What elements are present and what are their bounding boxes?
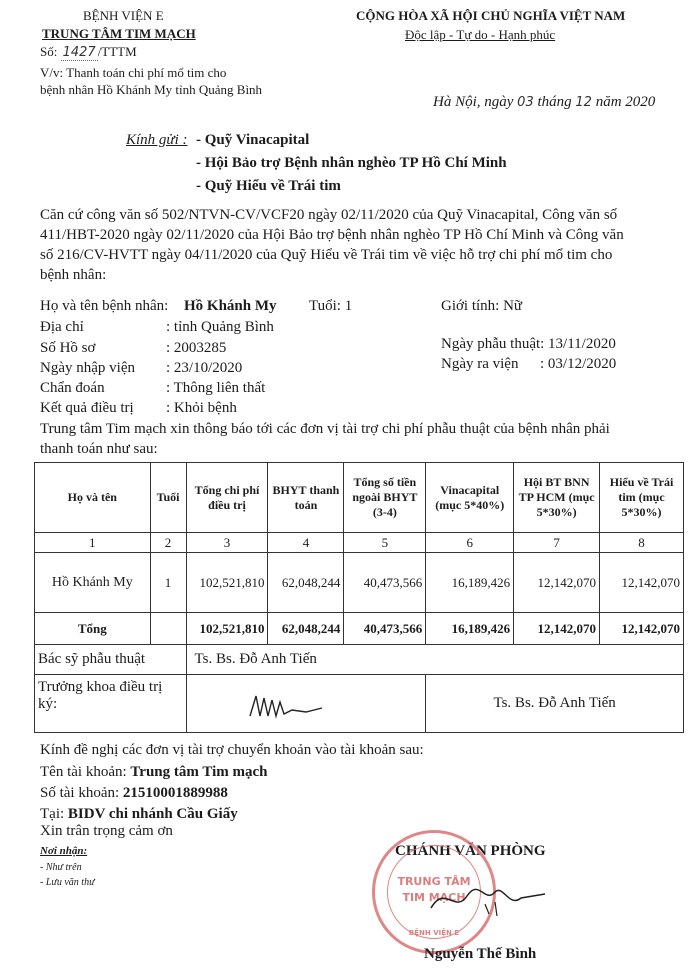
account-number-line bbox=[40, 785, 228, 802]
row-insurance: 62,048,244 bbox=[268, 553, 344, 613]
account-name-line bbox=[40, 764, 268, 781]
total-label: Tổng bbox=[35, 613, 151, 645]
row-hoi-bt: 12,142,070 bbox=[514, 553, 600, 613]
admit-label: Ngày nhập viện bbox=[40, 360, 135, 376]
total-vinacapital: 16,189,426 bbox=[426, 613, 514, 645]
index-cell: 8 bbox=[600, 533, 684, 553]
head-signature bbox=[246, 686, 326, 722]
header-outside-insurance: Tổng số tiền ngoài BHYT (3-4) bbox=[344, 463, 426, 533]
total-row bbox=[35, 613, 684, 645]
bank-line bbox=[40, 806, 238, 823]
patient-age: Tuổi: 1 bbox=[309, 298, 353, 314]
date-day: 03 bbox=[517, 95, 534, 110]
diagnosis-label: Chẩn đoán bbox=[40, 380, 105, 396]
recipient-1: - Quỹ Vinacapital bbox=[196, 132, 310, 148]
account-number-label: Số tài khoản: bbox=[40, 785, 120, 801]
head-signature-cell bbox=[186, 675, 426, 733]
subject-line-1: V/v: Thanh toán chi phí mổ tim cho bbox=[40, 65, 227, 80]
row-age: 1 bbox=[150, 553, 186, 613]
header-age: Tuổi bbox=[150, 463, 186, 533]
index-cell: 5 bbox=[344, 533, 426, 553]
discharge-value: : 03/12/2020 bbox=[540, 356, 617, 372]
row-total-cost: 102,521,810 bbox=[186, 553, 268, 613]
document-date bbox=[433, 94, 655, 111]
date-suffix: năm 2020 bbox=[595, 94, 656, 110]
recipients-label: Kính gửi : bbox=[126, 132, 188, 148]
surgeon-label: Bác sỹ phẫu thuật bbox=[35, 645, 187, 675]
date-mid: tháng bbox=[537, 94, 572, 110]
director-signature bbox=[425, 874, 555, 924]
notice-line-1: Trung tâm Tim mạch xin thông báo tới các đơn vị tài trợ chi phí phẫu thuật của bệnh nhân phải bbox=[40, 421, 610, 437]
subject-line-2: bệnh nhân Hồ Khánh My tỉnh Quảng Bình bbox=[40, 82, 263, 97]
row-vinacapital: 16,189,426 bbox=[426, 553, 514, 613]
intro-line-3: số 216/CV-HVTT ngày 04/11/2020 của Quỹ Hiểu về Trái tim về việc hỗ trợ chi phí mổ tim cho bbox=[40, 247, 613, 263]
total-age bbox=[150, 613, 186, 645]
total-hieu-ve-trai-tim: 12,142,070 bbox=[600, 613, 684, 645]
index-cell: 6 bbox=[426, 533, 514, 553]
result-label: Kết quả điều trị bbox=[40, 400, 134, 416]
document-number bbox=[40, 44, 137, 60]
stamp-text-2: TIM MẠCH bbox=[402, 891, 466, 904]
result-value: : Khỏi bệnh bbox=[166, 400, 237, 416]
diagnosis-value: : Thông liên thất bbox=[166, 380, 266, 396]
address-value: : tỉnh Quảng Bình bbox=[166, 319, 274, 335]
total-insurance: 62,048,244 bbox=[268, 613, 344, 645]
total-outside-insurance: 40,473,566 bbox=[344, 613, 426, 645]
total-hoi-bt: 12,142,070 bbox=[514, 613, 600, 645]
index-cell: 1 bbox=[35, 533, 151, 553]
head-label: Trưởng khoa điều trị ký: bbox=[35, 675, 187, 733]
thanks: Xin trân trọng cảm ơn bbox=[40, 823, 173, 839]
recipient-3: - Quỹ Hiểu về Trái tim bbox=[196, 178, 341, 194]
table-header-row bbox=[35, 463, 684, 533]
surgeon-name: Ts. Bs. Đỗ Anh Tiến bbox=[186, 645, 683, 675]
index-row bbox=[35, 533, 684, 553]
payment-table bbox=[34, 462, 684, 733]
payment-request: Kính đề nghị các đơn vị tài trợ chuyển khoản vào tài khoản sau: bbox=[40, 742, 424, 758]
doc-no-suffix: /TTTM bbox=[97, 44, 137, 59]
header-vinacapital: Vinacapital (mục 5*40%) bbox=[426, 463, 514, 533]
bank-label: Tại: bbox=[40, 806, 65, 822]
signer-name: Nguyễn Thế Bình bbox=[424, 946, 537, 962]
record-label: Số Hồ sơ bbox=[40, 340, 96, 356]
table-row bbox=[35, 553, 684, 613]
row-name: Hồ Khánh My bbox=[35, 553, 151, 613]
signature-title: CHÁNH VĂN PHÒNG bbox=[395, 843, 546, 859]
patient-gender: Giới tính: Nữ bbox=[441, 298, 523, 314]
department-name: TRUNG TÂM TIM MẠCH bbox=[42, 26, 196, 41]
cc-item-1: - Như trên bbox=[40, 862, 82, 873]
date-prefix: Hà Nội, ngày bbox=[433, 94, 514, 110]
bank-name: BIDV chi nhánh Cầu Giấy bbox=[67, 806, 238, 822]
nation-motto: Độc lập - Tự do - Hạnh phúc bbox=[405, 27, 556, 42]
patient-name-label: Họ và tên bệnh nhân: bbox=[40, 298, 169, 314]
record-value: : 2003285 bbox=[166, 340, 227, 356]
index-cell: 7 bbox=[514, 533, 600, 553]
head-name: Ts. Bs. Đỗ Anh Tiến bbox=[426, 675, 684, 733]
date-month: 12 bbox=[575, 95, 592, 110]
header-hieu-ve-trai-tim: Hiểu về Trái tim (mục 5*30%) bbox=[600, 463, 684, 533]
discharge-label: Ngày ra viện bbox=[441, 356, 519, 372]
recipient-2: - Hội Bảo trợ Bệnh nhân nghèo TP Hồ Chí Minh bbox=[196, 155, 507, 171]
address-label: Địa chỉ bbox=[40, 319, 84, 335]
cc-item-2: - Lưu văn thư bbox=[40, 877, 95, 888]
account-name-label: Tên tài khoản: bbox=[40, 764, 127, 780]
intro-line-1: Căn cứ công văn số 502/NTVN-CV/VCF20 ngày 02/11/2020 của Quỹ Vinacapital, Công văn số bbox=[40, 207, 618, 223]
stamp-ring-text: BỆNH VIỆN E bbox=[408, 929, 460, 937]
index-cell: 3 bbox=[186, 533, 268, 553]
cc-label: Nơi nhận: bbox=[40, 845, 88, 857]
intro-line-4: bệnh nhân: bbox=[40, 267, 107, 283]
header-name: Họ và tên bbox=[35, 463, 151, 533]
nation-title: CỘNG HÒA XÃ HỘI CHỦ NGHĨA VIỆT NAM bbox=[356, 8, 626, 23]
stamp-text-1: TRUNG TÂM bbox=[397, 875, 471, 888]
doc-no-label: Số: bbox=[40, 44, 58, 59]
hospital-name: BỆNH VIỆN E bbox=[83, 8, 164, 23]
head-of-dept-row bbox=[35, 675, 684, 733]
intro-line-2: 411/HBT-2020 ngày 02/11/2020 của Hội Bảo trợ bệnh nhân nghèo TP Hồ Chí Minh và Công văn bbox=[40, 227, 624, 243]
row-hieu-ve-trai-tim: 12,142,070 bbox=[600, 553, 684, 613]
index-cell: 4 bbox=[268, 533, 344, 553]
header-hoi-bt: Hội BT BNN TP HCM (mục 5*30%) bbox=[514, 463, 600, 533]
surgeon-row bbox=[35, 645, 684, 675]
row-outside-insurance: 40,473,566 bbox=[344, 553, 426, 613]
header-total-cost: Tổng chi phí điều trị bbox=[186, 463, 268, 533]
header-insurance: BHYT thanh toán bbox=[268, 463, 344, 533]
admit-value: : 23/10/2020 bbox=[166, 360, 243, 376]
doc-no-handwritten: 1427 bbox=[62, 45, 96, 60]
index-cell: 2 bbox=[150, 533, 186, 553]
account-name: Trung tâm Tim mạch bbox=[130, 764, 268, 780]
total-cost: 102,521,810 bbox=[186, 613, 268, 645]
patient-name: Hồ Khánh My bbox=[184, 298, 277, 314]
account-number: 21510001889988 bbox=[122, 785, 228, 801]
notice-line-2: thanh toán như sau: bbox=[40, 441, 158, 457]
surgery-date: Ngày phẫu thuật: 13/11/2020 bbox=[441, 336, 616, 352]
